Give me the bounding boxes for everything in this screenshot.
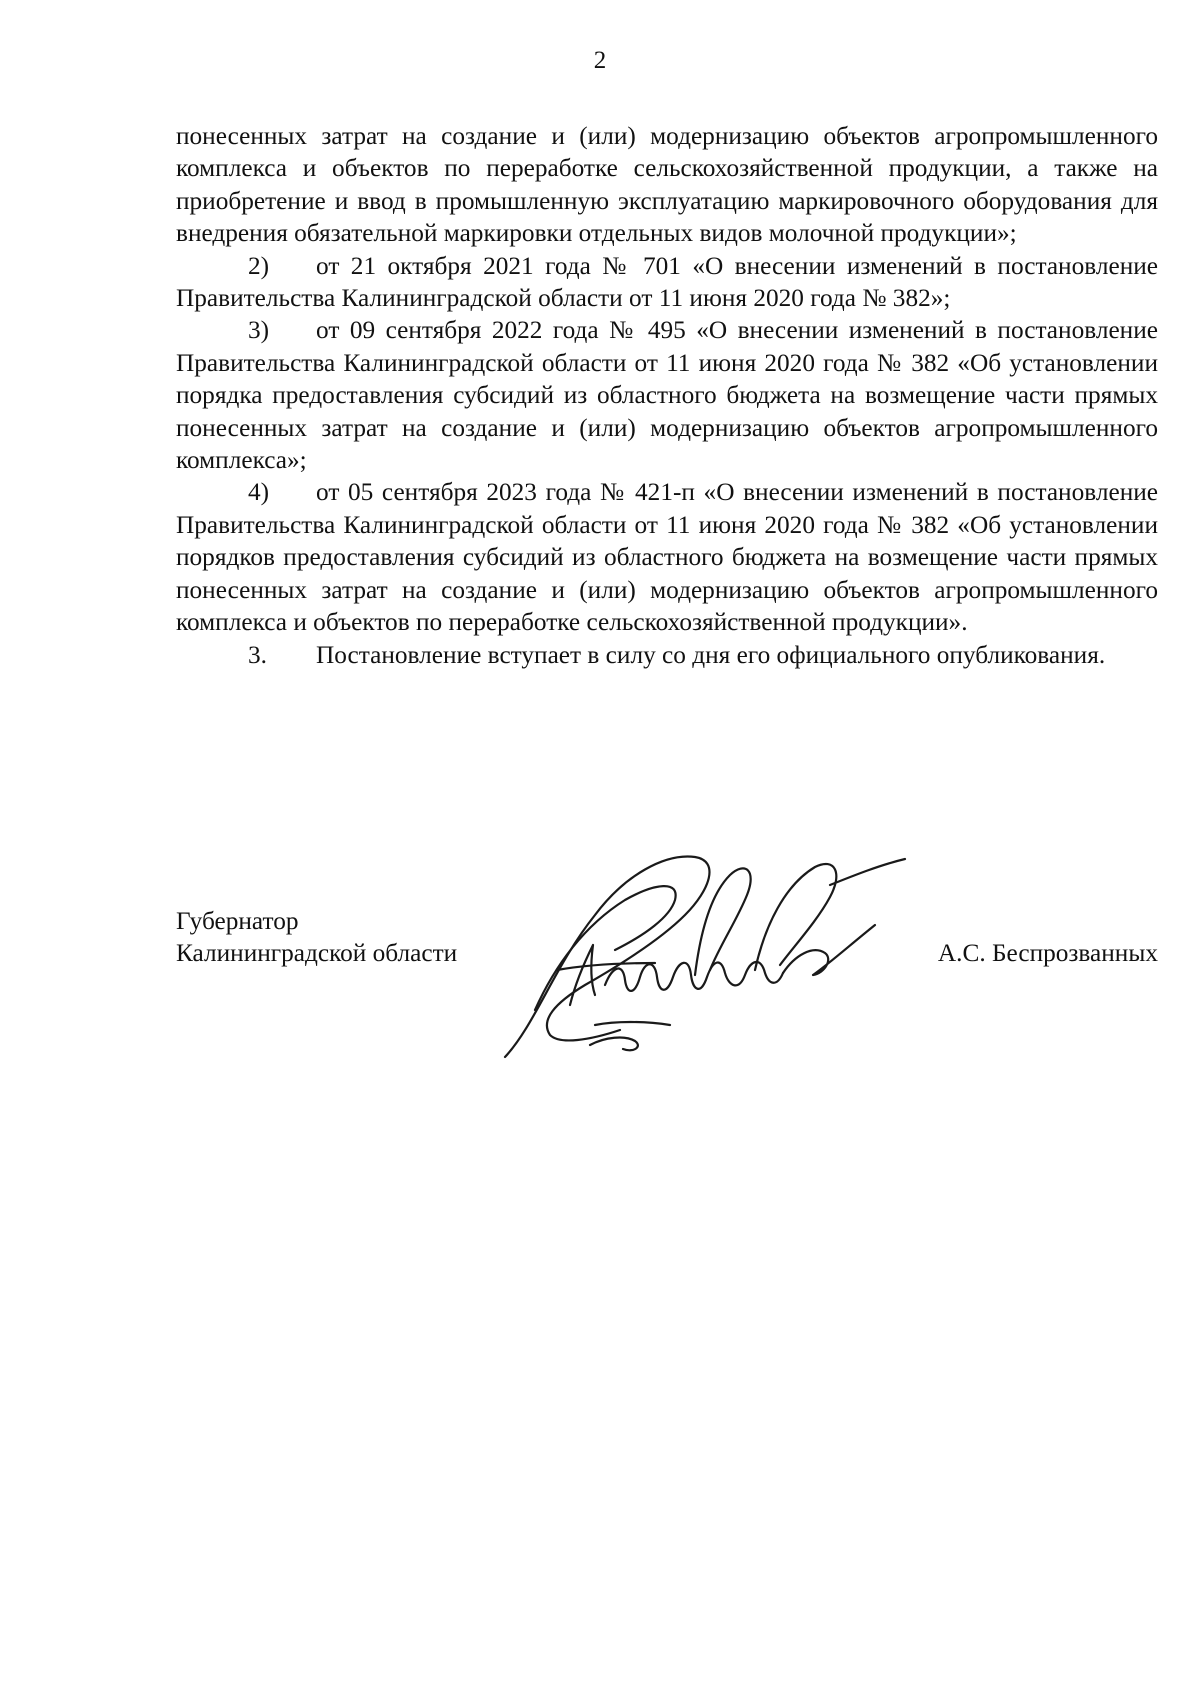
list-item-4 bbox=[176, 476, 1158, 638]
signatory-title: Губернатор bbox=[176, 907, 299, 935]
signatory-position bbox=[176, 905, 457, 970]
signatory-region: Калининградской области bbox=[176, 939, 458, 968]
list-item-4-text: от 05 сентября 2023 года № 421-п «О внесении изменений в постановление Правительства Калининградской области от 11 июня 2020 года № 382 «Об установлении порядков предоставления субсидий из областного бюджета на возмещение части прямых понесенных затрат на создание и (или) модернизацию объектов агропромышленного комплекса и объектов по переработке сельскохозяйственной продукции». bbox=[176, 478, 1158, 637]
signatory-name: А.С. Беспрозванных bbox=[937, 939, 1158, 967]
clause-3-number: 3. bbox=[248, 640, 267, 669]
intro-paragraph: понесенных затрат на создание и (или) модернизацию объектов агропромышленного комплекса и объектов по переработке сельскохозяйственной продукции, а также на приобретение и ввод в промышленную эксплуатацию маркировочного оборудования для внедрения обязательной маркировки отдельных видов молочной продукции»; bbox=[176, 122, 1158, 248]
list-item-2-text: от 21 октября 2021 года № 701 «О внесении изменений в постановление Правительства Калининградской области от 11 июня 2020 года № 382»; bbox=[176, 251, 1158, 313]
list-item-3 bbox=[176, 314, 1158, 476]
list-item-2-number: 2) bbox=[248, 251, 270, 280]
list-item-3-text: от 09 сентября 2022 года № 495 «О внесении изменений в постановление Правительства Калининградской области от 11 июня 2020 года № 382 «Об установлении порядка предоставления субсидий из областного бюджета на возмещение части прямых понесенных затрат на создание и (или) модернизацию объектов агропромышленного комплекса»; bbox=[176, 316, 1158, 475]
list-item-3-number: 3) bbox=[248, 316, 270, 345]
clause-3 bbox=[176, 639, 1158, 671]
page-number: 2 bbox=[593, 47, 607, 74]
document-body bbox=[176, 120, 1158, 671]
list-item-4-number: 4) bbox=[248, 478, 270, 507]
list-item-2 bbox=[176, 250, 1158, 315]
handwritten-signature bbox=[495, 845, 935, 1065]
clause-3-text: Постановление вступает в силу со дня его официального опубликования. bbox=[316, 640, 1106, 669]
